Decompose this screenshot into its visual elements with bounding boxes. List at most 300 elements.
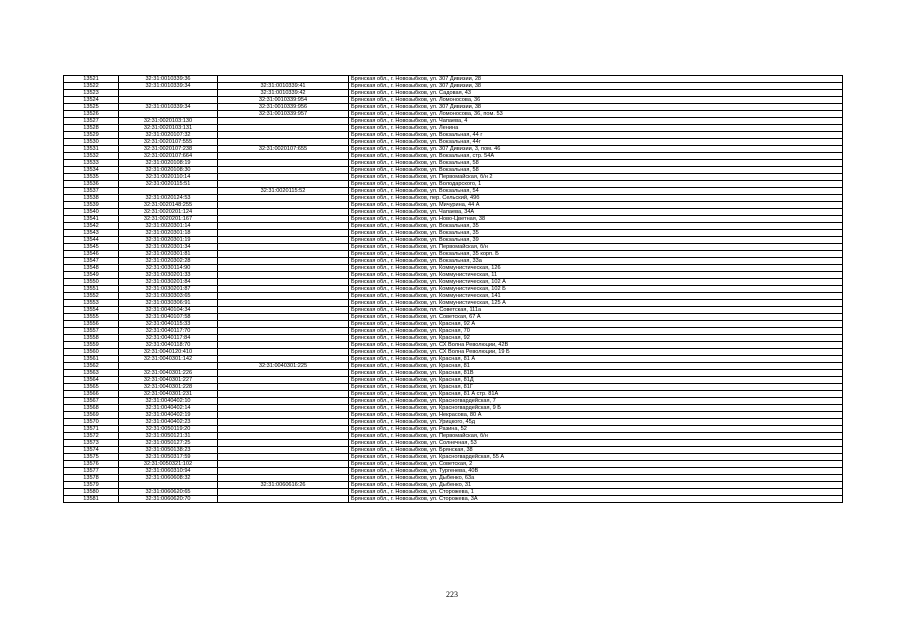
table-row xyxy=(64,412,843,419)
row-number-cell: 13532 xyxy=(64,153,119,160)
table-row xyxy=(64,258,843,265)
table-row xyxy=(64,307,843,314)
cadastral-number-cell: 32:31:0040120:410 xyxy=(119,349,218,356)
address-cell: Брянская обл., г. Новозыбков, ул. Вокзальная, 39 xyxy=(349,237,843,244)
related-cadastral-number-cell xyxy=(218,174,349,181)
address-cell: Брянская обл., г. Новозыбков, ул. Первомайская, б/н 2 xyxy=(349,174,843,181)
row-number-cell: 13567 xyxy=(64,398,119,405)
table-row xyxy=(64,174,843,181)
cadastral-number-cell: 32:31:0040402:23 xyxy=(119,419,218,426)
cadastral-number-cell: 32:31:0050138:23 xyxy=(119,447,218,454)
row-number-cell: 13572 xyxy=(64,433,119,440)
table-row xyxy=(64,139,843,146)
address-cell: Брянская обл., г. Новозыбков, ул. Коммунистическая, 126 xyxy=(349,265,843,272)
cadastral-number-cell xyxy=(119,111,218,118)
row-number-cell: 13565 xyxy=(64,384,119,391)
row-number-cell: 13563 xyxy=(64,370,119,377)
table-row xyxy=(64,216,843,223)
cadastral-number-cell: 32:31:0020301:34 xyxy=(119,244,218,251)
address-cell: Брянская обл., г. Новозыбков, ул. Ломоносова, 36 xyxy=(349,97,843,104)
table-row xyxy=(64,286,843,293)
table-row xyxy=(64,188,843,195)
address-cell: Брянская обл., г. Новозыбков, ул. Дыбенко, 31 xyxy=(349,482,843,489)
cadastral-number-cell: 32:31:0060620:70 xyxy=(119,496,218,503)
cadastral-number-cell: 32:31:0020107:555 xyxy=(119,139,218,146)
cadastral-number-cell: 32:31:0020107:664 xyxy=(119,153,218,160)
table-row xyxy=(64,237,843,244)
table-row xyxy=(64,223,843,230)
related-cadastral-number-cell xyxy=(218,447,349,454)
row-number-cell: 13548 xyxy=(64,265,119,272)
cadastral-number-cell: 32:31:0020148:255 xyxy=(119,202,218,209)
table-row xyxy=(64,209,843,216)
row-number-cell: 13571 xyxy=(64,426,119,433)
row-number-cell: 13538 xyxy=(64,195,119,202)
cadastral-number-cell xyxy=(119,97,218,104)
address-cell: Брянская обл., г. Новозыбков, ул. Красная, 92 xyxy=(349,335,843,342)
related-cadastral-number-cell xyxy=(218,496,349,503)
related-cadastral-number-cell xyxy=(218,230,349,237)
table-row xyxy=(64,475,843,482)
table-row xyxy=(64,125,843,132)
table-row xyxy=(64,426,843,433)
related-cadastral-number-cell xyxy=(218,202,349,209)
cadastral-number-cell: 32:31:0020124:53 xyxy=(119,195,218,202)
cadastral-number-cell: 32:31:0040301:231 xyxy=(119,391,218,398)
cadastral-number-cell: 32:31:0030201:87 xyxy=(119,286,218,293)
cadastral-number-cell: 32:31:0040115:33 xyxy=(119,321,218,328)
cadastral-number-cell: 32:31:0040117:84 xyxy=(119,335,218,342)
table-row xyxy=(64,118,843,125)
address-cell: Брянская обл., г. Новозыбков, ул. Ломоносова, 36, пом. 53 xyxy=(349,111,843,118)
address-cell: Брянская обл., г. Новозыбков, ул. Разина, 52 xyxy=(349,426,843,433)
related-cadastral-number-cell xyxy=(218,76,349,83)
table-row xyxy=(64,391,843,398)
table-row xyxy=(64,377,843,384)
cadastral-number-cell: 32:31:0050127:25 xyxy=(119,440,218,447)
cadastral-number-cell: 32:31:0040301:142 xyxy=(119,356,218,363)
address-cell: Брянская обл., г. Новозыбков, ул. Сторожева, 1 xyxy=(349,489,843,496)
address-cell: Брянская обл., г. Новозыбков, пер. Сельский, 49б xyxy=(349,195,843,202)
row-number-cell: 13549 xyxy=(64,272,119,279)
related-cadastral-number-cell xyxy=(218,237,349,244)
table-row xyxy=(64,342,843,349)
cadastral-number-cell: 32:31:0030201:84 xyxy=(119,279,218,286)
row-number-cell: 13527 xyxy=(64,118,119,125)
address-cell: Брянская обл., г. Новозыбков, ул. Мичурина, 44 А xyxy=(349,202,843,209)
address-cell: Брянская обл., г. Новозыбков, ул. СХ Волна Революции, 19 Б xyxy=(349,349,843,356)
related-cadastral-number-cell xyxy=(218,160,349,167)
address-cell: Брянская обл., г. Новозыбков, пл. Советская, 111а xyxy=(349,307,843,314)
related-cadastral-number-cell xyxy=(218,216,349,223)
cadastral-number-cell: 32:31:0020108:30 xyxy=(119,167,218,174)
table-row xyxy=(64,496,843,503)
cadastral-number-cell: 32:31:0060620:65 xyxy=(119,489,218,496)
row-number-cell: 13545 xyxy=(64,244,119,251)
related-cadastral-number-cell xyxy=(218,272,349,279)
cadastral-number-cell: 32:31:0040117:70 xyxy=(119,328,218,335)
related-cadastral-number-cell xyxy=(218,461,349,468)
address-cell: Брянская обл., г. Новозыбков, ул. Первомайская, б/н xyxy=(349,244,843,251)
row-number-cell: 13539 xyxy=(64,202,119,209)
cadastral-number-cell xyxy=(119,482,218,489)
table-row xyxy=(64,90,843,97)
cadastral-number-cell: 32:31:0030306:91 xyxy=(119,300,218,307)
cadastral-number-cell: 32:31:0020201:124 xyxy=(119,209,218,216)
row-number-cell: 13560 xyxy=(64,349,119,356)
table-row xyxy=(64,356,843,363)
related-cadastral-number-cell xyxy=(218,314,349,321)
address-cell: Брянская обл., г. Новозыбков, ул. Урицкого, 45д xyxy=(349,419,843,426)
row-number-cell: 13523 xyxy=(64,90,119,97)
row-number-cell: 13574 xyxy=(64,447,119,454)
cadastral-number-cell: 32:31:0030201:33 xyxy=(119,272,218,279)
address-cell: Брянская обл., г. Новозыбков, ул. Вокзальная, 54 xyxy=(349,188,843,195)
row-number-cell: 13575 xyxy=(64,454,119,461)
cadastral-number-cell: 32:31:0050121:31 xyxy=(119,433,218,440)
address-cell: Брянская обл., г. Новозыбков, ул. Вокзальная, 58 xyxy=(349,167,843,174)
address-cell: Брянская обл., г. Новозыбков, ул. Володарского, 1 xyxy=(349,181,843,188)
address-cell: Брянская обл., г. Новозыбков, ул. Вокзальная, стр. 54А xyxy=(349,153,843,160)
related-cadastral-number-cell xyxy=(218,307,349,314)
address-cell: Брянская обл., г. Новозыбков, ул. 307 Дивизии, 28 xyxy=(349,76,843,83)
row-number-cell: 13550 xyxy=(64,279,119,286)
row-number-cell: 13531 xyxy=(64,146,119,153)
table-row xyxy=(64,321,843,328)
row-number-cell: 13558 xyxy=(64,335,119,342)
cadastral-number-cell xyxy=(119,363,218,370)
table-row xyxy=(64,489,843,496)
table-row xyxy=(64,461,843,468)
address-cell: Брянская обл., г. Новозыбков, ул. Чапаева, 34А xyxy=(349,209,843,216)
related-cadastral-number-cell xyxy=(218,468,349,475)
table-row xyxy=(64,279,843,286)
cadastral-number-cell: 32:31:0040104:34 xyxy=(119,307,218,314)
related-cadastral-number-cell: 32:31:0010339:41 xyxy=(218,83,349,90)
table-row xyxy=(64,272,843,279)
cadastral-number-cell: 32:31:0010339:34 xyxy=(119,83,218,90)
address-cell: Брянская обл., г. Новозыбков, ул. Красногвардейская, 9 Б xyxy=(349,405,843,412)
address-cell: Брянская обл., г. Новозыбков, ул. Брянская, 38 xyxy=(349,447,843,454)
cadastral-number-cell: 32:31:0030114:90 xyxy=(119,265,218,272)
row-number-cell: 13546 xyxy=(64,251,119,258)
row-number-cell: 13569 xyxy=(64,412,119,419)
related-cadastral-number-cell xyxy=(218,139,349,146)
table-row xyxy=(64,167,843,174)
related-cadastral-number-cell: 32:31:0010339:956 xyxy=(218,104,349,111)
related-cadastral-number-cell xyxy=(218,258,349,265)
related-cadastral-number-cell xyxy=(218,153,349,160)
related-cadastral-number-cell: 32:31:0020107:655 xyxy=(218,146,349,153)
address-cell: Брянская обл., г. Новозыбков, ул. Ленина xyxy=(349,125,843,132)
address-cell: Брянская обл., г. Новозыбков, ул. Сторожева, 3А xyxy=(349,496,843,503)
table-row xyxy=(64,244,843,251)
related-cadastral-number-cell xyxy=(218,265,349,272)
cadastral-number-cell: 32:31:0020108:19 xyxy=(119,160,218,167)
cadastral-table-body xyxy=(64,76,843,503)
cadastral-number-cell: 32:31:0050119:20 xyxy=(119,426,218,433)
row-number-cell: 13554 xyxy=(64,307,119,314)
address-cell: Брянская обл., г. Новозыбков, ул. Чапаева, 4 xyxy=(349,118,843,125)
address-cell: Брянская обл., г. Новозыбков, ул. Красногвардейская, 55 А xyxy=(349,454,843,461)
table-row xyxy=(64,335,843,342)
table-row xyxy=(64,447,843,454)
address-cell: Брянская обл., г. Новозыбков, ул. Коммунистическая, 11 xyxy=(349,272,843,279)
table-row xyxy=(64,440,843,447)
address-cell: Брянская обл., г. Новозыбков, ул. Красная, 81Д xyxy=(349,377,843,384)
address-cell: Брянская обл., г. Новозыбков, ул. Коммунистическая, 125 А xyxy=(349,300,843,307)
cadastral-table xyxy=(63,75,843,503)
table-row xyxy=(64,195,843,202)
address-cell: Брянская обл., г. Новозыбков, ул. Красногвардейская, 7 xyxy=(349,398,843,405)
row-number-cell: 13521 xyxy=(64,76,119,83)
row-number-cell: 13555 xyxy=(64,314,119,321)
cadastral-number-cell: 32:31:0060608:32 xyxy=(119,475,218,482)
address-cell: Брянская обл., г. Новозыбков, ул. Красная, 81В xyxy=(349,370,843,377)
row-number-cell: 13556 xyxy=(64,321,119,328)
row-number-cell: 13547 xyxy=(64,258,119,265)
related-cadastral-number-cell xyxy=(218,300,349,307)
address-cell: Брянская обл., г. Новозыбков, ул. Вокзальная, 35 xyxy=(349,223,843,230)
address-cell: Брянская обл., г. Новозыбков, ул. Вокзальная, 44г xyxy=(349,139,843,146)
table-row xyxy=(64,160,843,167)
table-row xyxy=(64,111,843,118)
table-row xyxy=(64,293,843,300)
related-cadastral-number-cell xyxy=(218,209,349,216)
related-cadastral-number-cell: 32:31:0010339:954 xyxy=(218,97,349,104)
related-cadastral-number-cell xyxy=(218,398,349,405)
row-number-cell: 13529 xyxy=(64,132,119,139)
address-cell: Брянская обл., г. Новозыбков, ул. Красная, 81 А xyxy=(349,356,843,363)
address-cell: Брянская обл., г. Новозыбков, ул. Коммунистическая, 102 А xyxy=(349,279,843,286)
row-number-cell: 13557 xyxy=(64,328,119,335)
row-number-cell: 13579 xyxy=(64,482,119,489)
related-cadastral-number-cell xyxy=(218,251,349,258)
address-cell: Брянская обл., г. Новозыбков, ул. Вокзальная, 35 xyxy=(349,230,843,237)
row-number-cell: 13577 xyxy=(64,468,119,475)
related-cadastral-number-cell xyxy=(218,391,349,398)
table-row xyxy=(64,251,843,258)
cadastral-number-cell: 32:31:0040301:227 xyxy=(119,377,218,384)
cadastral-number-cell: 32:31:0020107:238 xyxy=(119,146,218,153)
table-row xyxy=(64,314,843,321)
related-cadastral-number-cell xyxy=(218,195,349,202)
table-row xyxy=(64,405,843,412)
address-cell: Брянская обл., г. Новозыбков, ул. Тургенева, 40В xyxy=(349,468,843,475)
cadastral-number-cell: 32:31:0020103:131 xyxy=(119,125,218,132)
related-cadastral-number-cell xyxy=(218,244,349,251)
related-cadastral-number-cell xyxy=(218,433,349,440)
address-cell: Брянская обл., г. Новозыбков, ул. Вокзальная, 33а xyxy=(349,258,843,265)
address-cell: Брянская обл., г. Новозыбков, ул. Красная, 81 xyxy=(349,363,843,370)
row-number-cell: 13562 xyxy=(64,363,119,370)
row-number-cell: 13566 xyxy=(64,391,119,398)
row-number-cell: 13573 xyxy=(64,440,119,447)
related-cadastral-number-cell xyxy=(218,321,349,328)
row-number-cell: 13561 xyxy=(64,356,119,363)
table-row xyxy=(64,230,843,237)
related-cadastral-number-cell xyxy=(218,405,349,412)
table-row xyxy=(64,202,843,209)
related-cadastral-number-cell xyxy=(218,356,349,363)
cadastral-number-cell: 32:31:0020115:51 xyxy=(119,181,218,188)
table-row xyxy=(64,83,843,90)
table-row xyxy=(64,153,843,160)
related-cadastral-number-cell xyxy=(218,181,349,188)
related-cadastral-number-cell xyxy=(218,426,349,433)
address-cell: Брянская обл., г. Новозыбков, ул. Первомайская, б/н xyxy=(349,433,843,440)
cadastral-number-cell: 32:31:0020301:81 xyxy=(119,251,218,258)
related-cadastral-number-cell xyxy=(218,132,349,139)
table-row xyxy=(64,370,843,377)
row-number-cell: 13525 xyxy=(64,104,119,111)
table-row xyxy=(64,300,843,307)
related-cadastral-number-cell xyxy=(218,384,349,391)
row-number-cell: 13541 xyxy=(64,216,119,223)
related-cadastral-number-cell xyxy=(218,440,349,447)
related-cadastral-number-cell xyxy=(218,475,349,482)
cadastral-number-cell: 32:31:0010339:34 xyxy=(119,104,218,111)
row-number-cell: 13570 xyxy=(64,419,119,426)
related-cadastral-number-cell xyxy=(218,349,349,356)
table-row xyxy=(64,349,843,356)
address-cell: Брянская обл., г. Новозыбков, ул. Советская, 67 А xyxy=(349,314,843,321)
row-number-cell: 13552 xyxy=(64,293,119,300)
address-cell: Брянская обл., г. Новозыбков, ул. Некрасова, 80 А xyxy=(349,412,843,419)
related-cadastral-number-cell xyxy=(218,125,349,132)
table-row xyxy=(64,146,843,153)
cadastral-number-cell: 32:31:0050317:59 xyxy=(119,454,218,461)
cadastral-number-cell: 32:31:0020103:130 xyxy=(119,118,218,125)
address-cell: Брянская обл., г. Новозыбков, ул. 307 Дивизии, 38 xyxy=(349,83,843,90)
related-cadastral-number-cell: 32:31:0060616:26 xyxy=(218,482,349,489)
row-number-cell: 13537 xyxy=(64,188,119,195)
cadastral-number-cell: 32:31:0030303:65 xyxy=(119,293,218,300)
cadastral-number-cell: 32:31:0040402:19 xyxy=(119,412,218,419)
row-number-cell: 13551 xyxy=(64,286,119,293)
table-row xyxy=(64,363,843,370)
cadastral-number-cell: 32:31:0020107:32 xyxy=(119,132,218,139)
address-cell: Брянская обл., г. Новозыбков, ул. 307 Дивизии, 3, пом. 46 xyxy=(349,146,843,153)
row-number-cell: 13535 xyxy=(64,174,119,181)
related-cadastral-number-cell: 32:31:0020115:52 xyxy=(218,188,349,195)
cadastral-number-cell: 32:31:0040402:14 xyxy=(119,405,218,412)
related-cadastral-number-cell xyxy=(218,286,349,293)
cadastral-number-cell: 32:31:0020301:14 xyxy=(119,223,218,230)
related-cadastral-number-cell xyxy=(218,412,349,419)
related-cadastral-number-cell: 32:31:0040301:225 xyxy=(218,363,349,370)
row-number-cell: 13543 xyxy=(64,230,119,237)
address-cell: Брянская обл., г. Новозыбков, ул. Ново-Цветная, 38 xyxy=(349,216,843,223)
row-number-cell: 13553 xyxy=(64,300,119,307)
table-row xyxy=(64,97,843,104)
related-cadastral-number-cell xyxy=(218,377,349,384)
row-number-cell: 13536 xyxy=(64,181,119,188)
row-number-cell: 13559 xyxy=(64,342,119,349)
cadastral-number-cell: 32:31:0060310:94 xyxy=(119,468,218,475)
address-cell: Брянская обл., г. Новозыбков, ул. Коммунистическая, 102 Б xyxy=(349,286,843,293)
row-number-cell: 13528 xyxy=(64,125,119,132)
table-row xyxy=(64,398,843,405)
cadastral-number-cell: 32:31:0040301:228 xyxy=(119,384,218,391)
related-cadastral-number-cell xyxy=(218,328,349,335)
table-row xyxy=(64,482,843,489)
cadastral-number-cell: 32:31:0040118:70 xyxy=(119,342,218,349)
related-cadastral-number-cell xyxy=(218,489,349,496)
related-cadastral-number-cell xyxy=(218,118,349,125)
row-number-cell: 13526 xyxy=(64,111,119,118)
address-cell: Брянская обл., г. Новозыбков, ул. Красная, 81 А стр. 81А xyxy=(349,391,843,398)
related-cadastral-number-cell xyxy=(218,335,349,342)
address-cell: Брянская обл., г. Новозыбков, ул. Красная, 92 А xyxy=(349,321,843,328)
table-row xyxy=(64,384,843,391)
address-cell: Брянская обл., г. Новозыбков, ул. Советская, 2 xyxy=(349,461,843,468)
table-row xyxy=(64,104,843,111)
row-number-cell: 13524 xyxy=(64,97,119,104)
row-number-cell: 13564 xyxy=(64,377,119,384)
related-cadastral-number-cell: 32:31:0010339:42 xyxy=(218,90,349,97)
table-row xyxy=(64,468,843,475)
row-number-cell: 13580 xyxy=(64,489,119,496)
address-cell: Брянская обл., г. Новозыбков, ул. Красная, 81Г xyxy=(349,384,843,391)
table-row xyxy=(64,265,843,272)
table-row xyxy=(64,419,843,426)
related-cadastral-number-cell xyxy=(218,279,349,286)
address-cell: Брянская обл., г. Новозыбков, ул. Вокзальная, 44 г xyxy=(349,132,843,139)
cadastral-number-cell: 32:31:0020301:19 xyxy=(119,237,218,244)
cadastral-number-cell xyxy=(119,90,218,97)
cadastral-number-cell: 32:31:0020201:167 xyxy=(119,216,218,223)
address-cell: Брянская обл., г. Новозыбков, ул. СХ Волна Революции, 42В xyxy=(349,342,843,349)
cadastral-number-cell: 32:31:0020301:18 xyxy=(119,230,218,237)
address-cell: Брянская обл., г. Новозыбков, ул. Садовая, 43 xyxy=(349,90,843,97)
row-number-cell: 13522 xyxy=(64,83,119,90)
related-cadastral-number-cell xyxy=(218,370,349,377)
row-number-cell: 13530 xyxy=(64,139,119,146)
row-number-cell: 13533 xyxy=(64,160,119,167)
table-row xyxy=(64,454,843,461)
address-cell: Брянская обл., г. Новозыбков, ул. Вокзальная, 35 корп. Б xyxy=(349,251,843,258)
row-number-cell: 13576 xyxy=(64,461,119,468)
address-cell: Брянская обл., г. Новозыбков, ул. 307 Дивизии, 38 xyxy=(349,104,843,111)
table-row xyxy=(64,76,843,83)
cadastral-number-cell: 32:31:0020110:14 xyxy=(119,174,218,181)
table-row xyxy=(64,181,843,188)
related-cadastral-number-cell xyxy=(218,419,349,426)
related-cadastral-number-cell xyxy=(218,454,349,461)
cadastral-number-cell xyxy=(119,188,218,195)
address-cell: Брянская обл., г. Новозыбков, ул. Коммунистическая, 141 xyxy=(349,293,843,300)
cadastral-number-cell: 32:31:0050321:102 xyxy=(119,461,218,468)
related-cadastral-number-cell: 32:31:0010339:957 xyxy=(218,111,349,118)
related-cadastral-number-cell xyxy=(218,342,349,349)
cadastral-number-cell: 32:31:0040301:226 xyxy=(119,370,218,377)
address-cell: Брянская обл., г. Новозыбков, ул. Дыбенко, 63а xyxy=(349,475,843,482)
row-number-cell: 13534 xyxy=(64,167,119,174)
related-cadastral-number-cell xyxy=(218,167,349,174)
address-cell: Брянская обл., г. Новозыбков, ул. Солнечная, 53 xyxy=(349,440,843,447)
table-row xyxy=(64,328,843,335)
page-number: 223 xyxy=(446,590,458,599)
row-number-cell: 13540 xyxy=(64,209,119,216)
cadastral-number-cell: 32:31:0020302:28 xyxy=(119,258,218,265)
row-number-cell: 13581 xyxy=(64,496,119,503)
row-number-cell: 13542 xyxy=(64,223,119,230)
cadastral-number-cell: 32:31:0010339:36 xyxy=(119,76,218,83)
address-cell: Брянская обл., г. Новозыбков, ул. Вокзальная, 58 xyxy=(349,160,843,167)
cadastral-number-cell: 32:31:0040402:10 xyxy=(119,398,218,405)
related-cadastral-number-cell xyxy=(218,293,349,300)
